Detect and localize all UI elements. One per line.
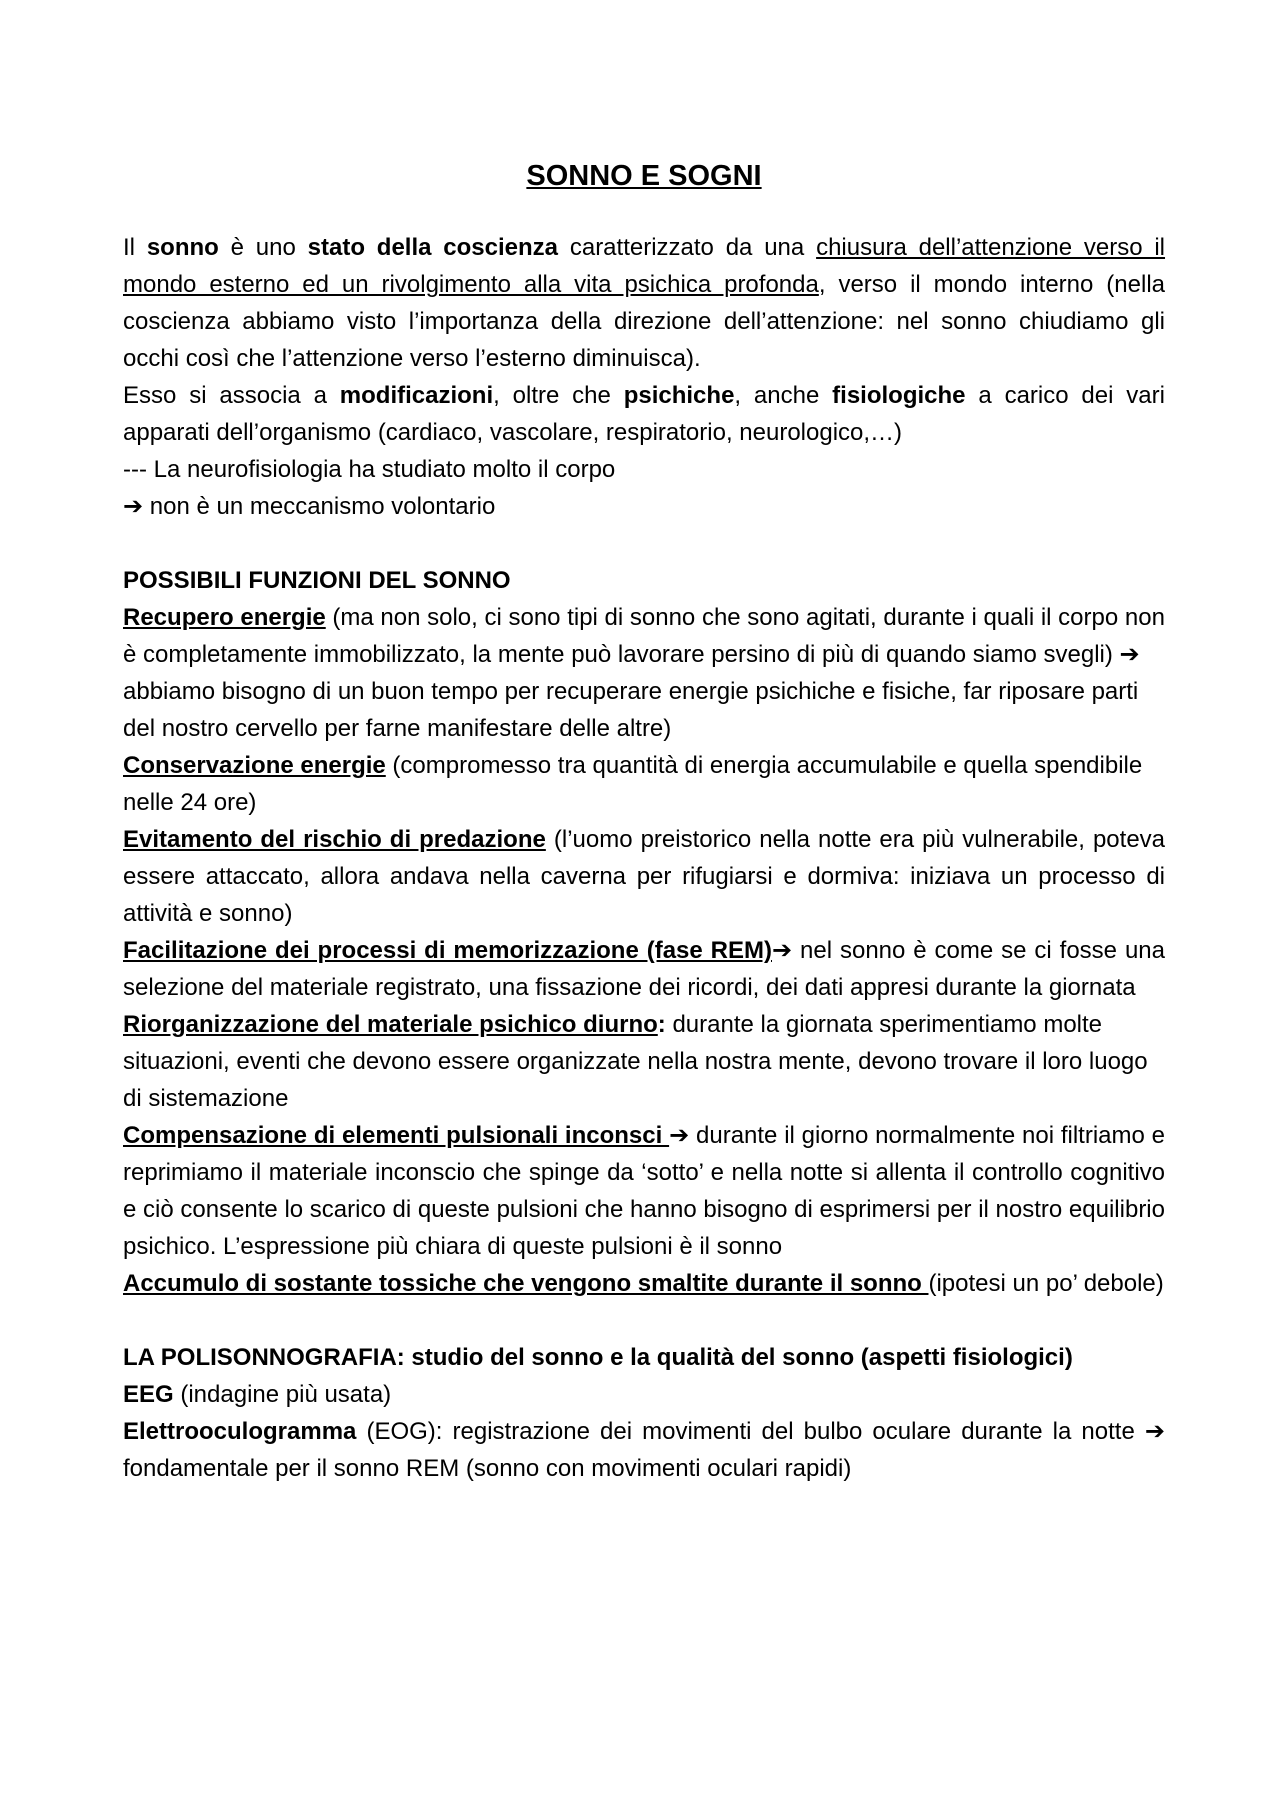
polysomnography-heading: LA POLISONNOGRAFIA: studio del sonno e la qualità del sonno (aspetti fisiologici) [123,1344,1073,1371]
intro-line-involuntary: ➔ non è un meccanismo volontario [123,493,496,520]
spacer [123,525,1165,562]
functions-heading: POSSIBILI FUNZIONI DEL SONNO [123,567,511,594]
intro-paragraph-1: Il sonno è uno stato della coscienza caratterizzato da una chiusura dell’attenzione verso il mondo esterno ed un rivolgimento alla vita psichica profonda, verso il mondo interno (nella coscienza abbiamo visto l’importanza della direzione dell’attenzione: nel sonno chiudiamo gli occhi così che l’attenzione verso l’esterno diminuisca). [123,234,1166,372]
document-body [123,158,1165,1487]
page-title: SONNO E SOGNI [526,160,762,192]
intro-line-neurophysiology: --- La neurofisiologia ha studiato molto il corpo [123,456,616,483]
function-item-conservazione: Conservazione energie (compromesso tra quantità di energia accumulabile e quella spendibile nelle 24 ore) [123,752,1143,816]
intro-paragraph-2: Esso si associa a modificazioni, oltre che psichiche, anche fisiologiche a carico dei vari apparati dell’organismo (cardiaco, vascolare, respiratorio, neurologico,…) [123,382,1165,446]
arrow-right-icon: ➔ [772,937,793,964]
arrow-right-icon: ➔ [123,493,144,520]
polysomnography-item-eog: Elettrooculogramma (EOG): registrazione dei movimenti del bulbo oculare durante la notte ➔ fondamentale per il sonno REM (sonno con movimenti oculari rapidi) [123,1418,1165,1482]
arrow-right-icon: ➔ [1144,1418,1165,1445]
function-item-riorganizzazione: Riorganizzazione del materiale psichico diurno: durante la giornata sperimentiamo molte situazioni, eventi che devono essere organizzate nella nostra mente, devono trovare il loro luogo di sistemazione [123,1011,1148,1112]
function-item-recupero: Recupero energie (ma non solo, ci sono tipi di sonno che sono agitati, durante i quali il corpo non è completamente immobilizzato, la mente può lavorare persino di più di quando siamo svegli) ➔ abbiamo bisogno di un buon tempo per recuperare energie psichiche e fisiche, far riposare parti del nostro cervello per farne manifestare delle altre) [123,604,1165,742]
function-item-predazione: Evitamento del rischio di predazione (l’uomo preistorico nella notte era più vulnerabile, poteva essere attaccato, allora andava nella caverna per rifugiarsi e dormiva: iniziava un processo di attività e sonno) [123,826,1166,927]
function-item-accumulo: Accumulo di sostante tossiche che vengono smaltite durante il sonno (ipotesi un po’ debole) [123,1270,1164,1297]
polysomnography-item-eeg: EEG (indagine più usata) [123,1381,392,1408]
function-item-compensazione: Compensazione di elementi pulsionali inconsci ➔ durante il giorno normalmente noi filtriamo e reprimiamo il materiale inconscio che spinge da ‘sotto’ e nella notte si allenta il controllo cognitivo e ciò consente lo scarico di queste pulsioni che hanno bisogno di esprimersi per il nostro equilibrio psichico. L’espressione più chiara di queste pulsioni è il sonno [123,1122,1166,1260]
spacer [123,1302,1165,1339]
arrow-right-icon: ➔ [669,1122,690,1149]
arrow-right-icon: ➔ [1119,641,1140,668]
function-item-memorizzazione: Facilitazione dei processi di memorizzazione (fase REM)➔ nel sonno è come se ci fosse una selezione del materiale registrato, una fissazione dei ricordi, dei dati appresi durante la giornata [123,937,1165,1001]
